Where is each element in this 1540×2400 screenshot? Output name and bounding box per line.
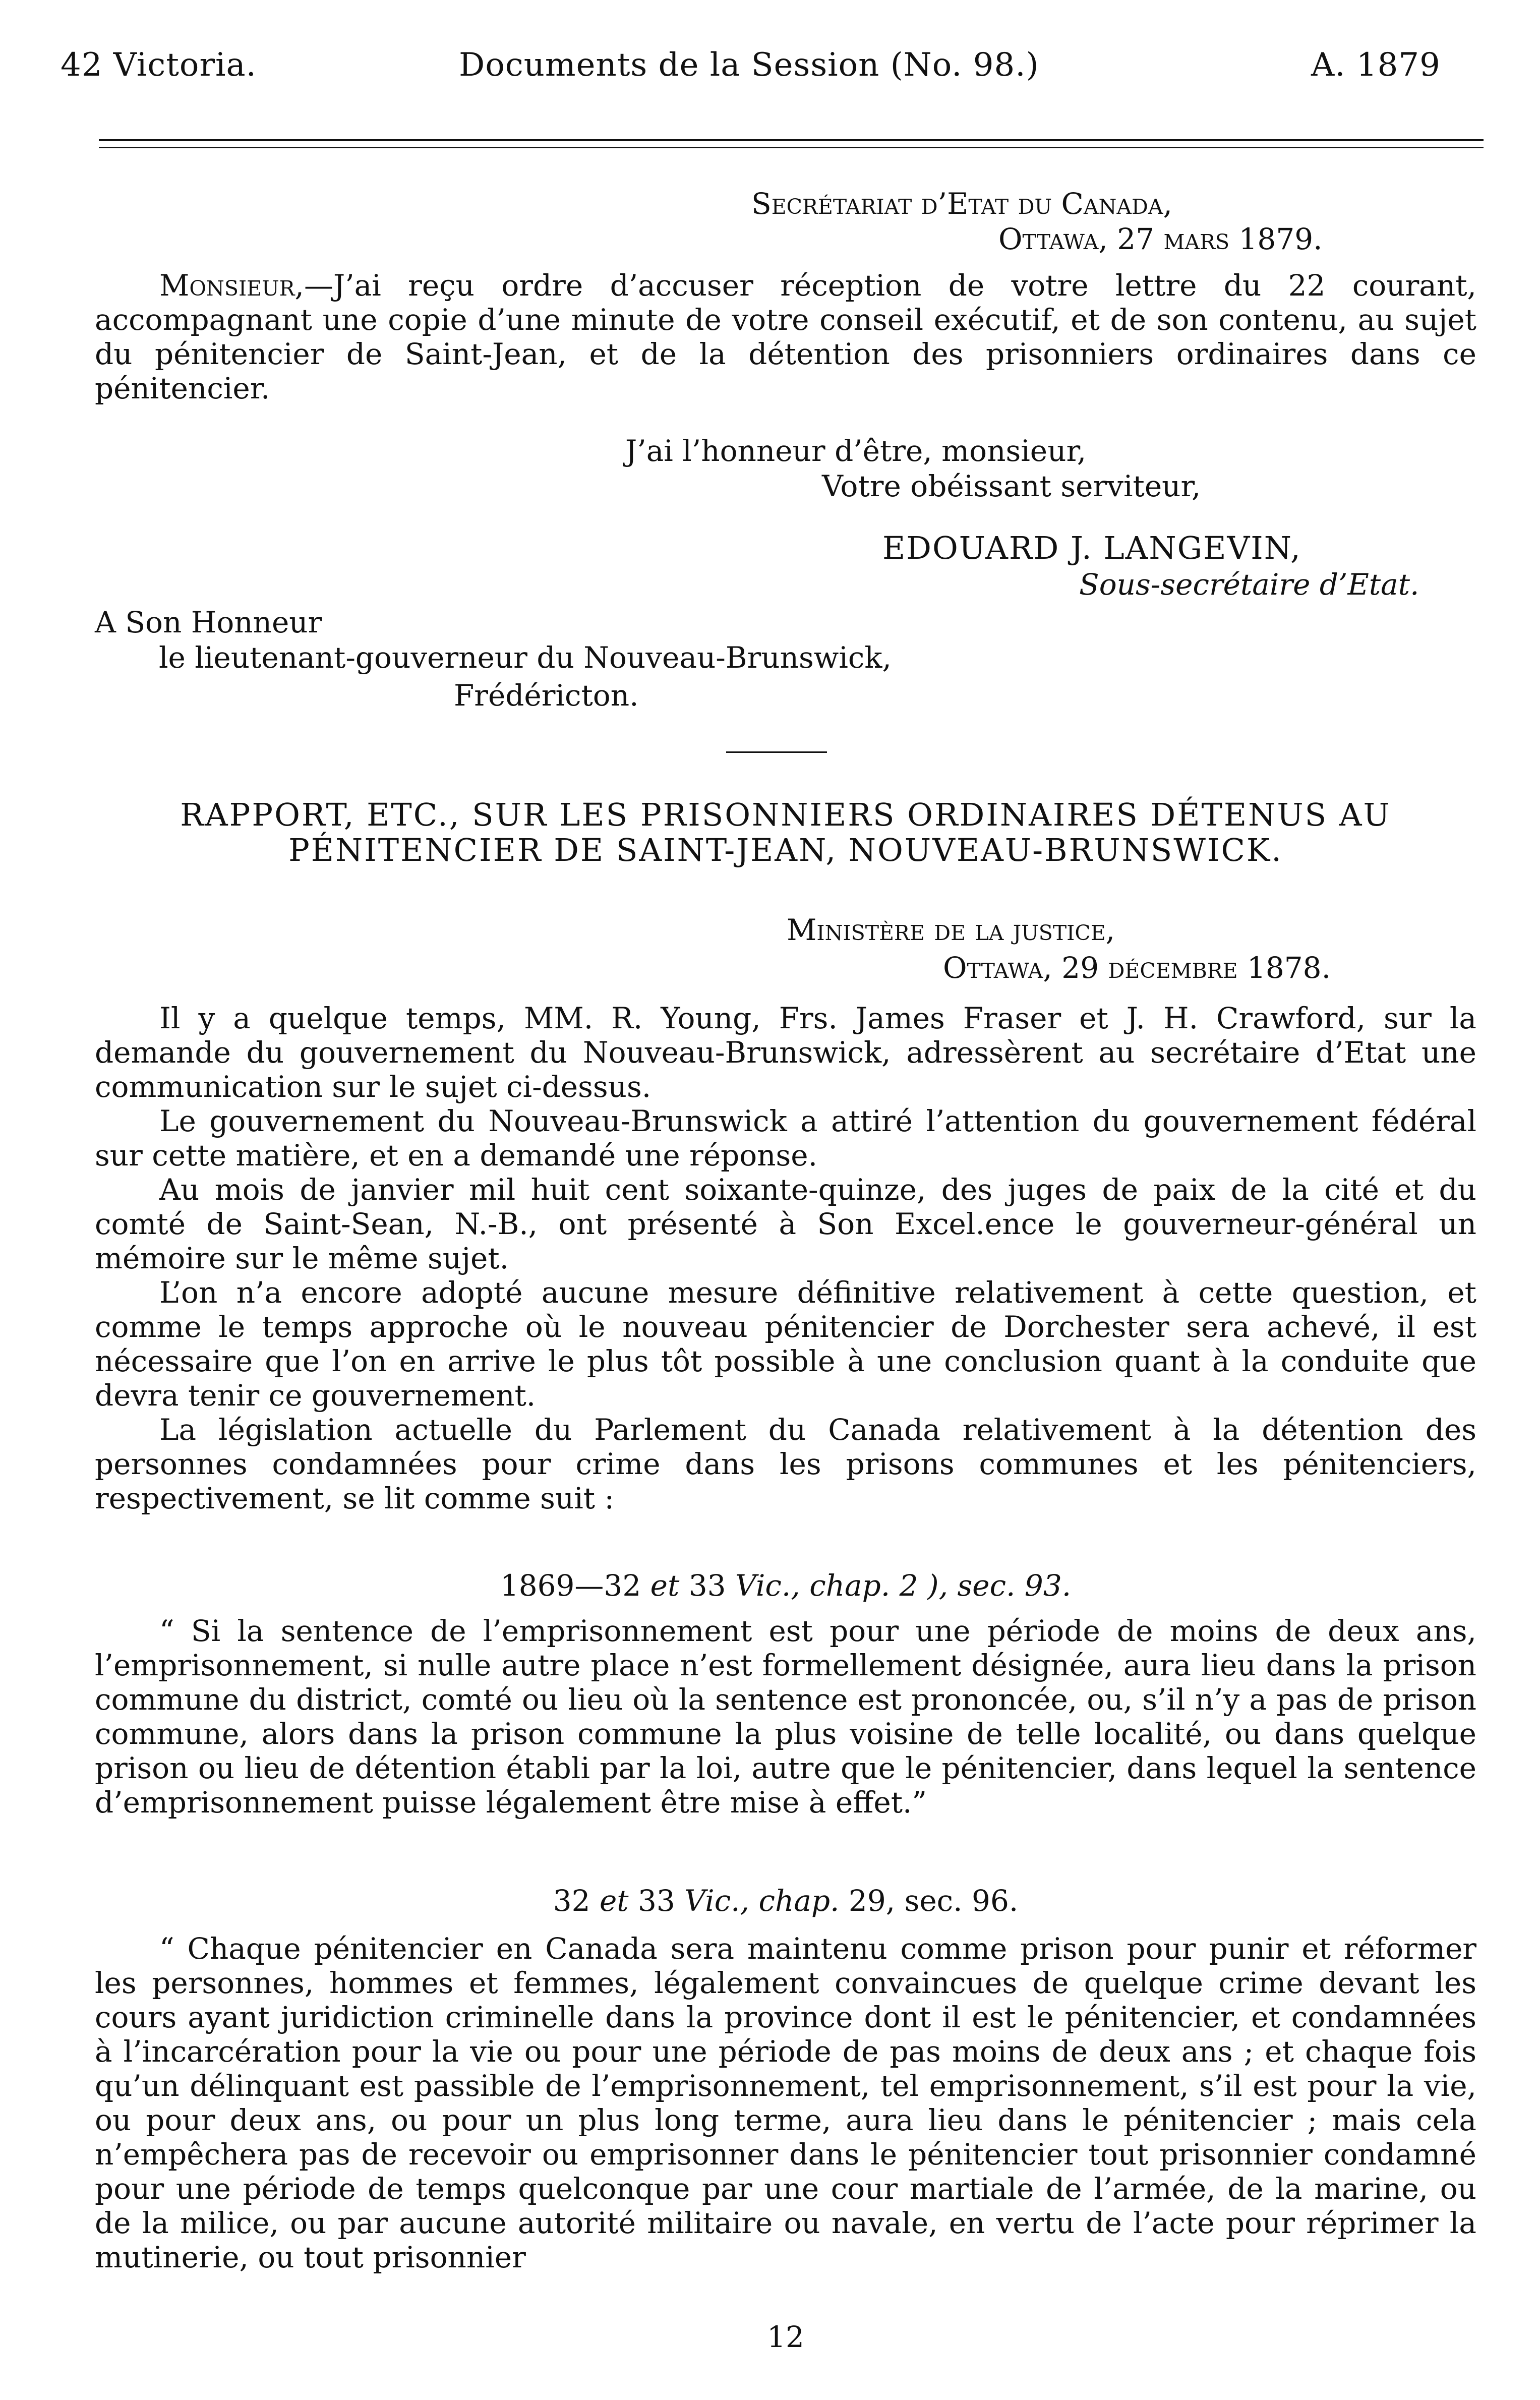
letter-closing-2: Votre obéissant serviteur, xyxy=(822,469,1201,503)
header-rule-top xyxy=(99,139,1484,141)
citation-2-vic: Vic., chap. xyxy=(684,1884,840,1918)
citation-2-et: et xyxy=(599,1884,629,1918)
report-paragraph: Il y a quelque temps, MM. R. Young, Frs. James Fraser et J. H. Crawford, sur la demande du gouvernement du Nouveau-Brunswick, adressèrent au secrétaire d’Etat une communication sur le sujet ci-dessus. xyxy=(95,1001,1476,1104)
header-rule-bottom xyxy=(99,147,1484,148)
quote-1: “ Si la sentence de l’emprisonnement est pour une période de moins de deux ans, l’emprisonnement, si nulle autre place n’est formellement désignée, aura lieu dans la prison commune du district, comté ou lieu où la sentence est prononcée, ou, s’il n’y a pas de prison commune, alors dans la prison commune la plus voisine de telle localité, ou dans quelque prison ou lieu de détention établi par la loi, autre que le pénitencier, dans lequel la sentence d’emprisonnement puisse légalement être mise à effet.” xyxy=(95,1614,1476,1820)
report-paragraph: La législation actuelle du Parlement du Canada relativement à la détention des personnes condamnées pour crime dans les prisons communes et les pénitenciers, respectivement, se lit comme suit : xyxy=(95,1413,1476,1515)
report-title-line-2: PÉNITENCIER DE SAINT-JEAN, NOUVEAU-BRUNSWICK. xyxy=(288,832,1283,868)
letter-office: Secrétariat d’Etat du Canada, xyxy=(751,187,1172,221)
page-number: 12 xyxy=(767,2320,804,2354)
report-body xyxy=(95,1001,1476,1515)
letter-paragraph-text: —J’ai reçu ordre d’accuser réception de votre lettre du 22 courant, accompagnant une copie d’une minute de votre conseil exécutif, et de son contenu, au sujet du pénitencier de Saint-Jean, et de la détention des prisonniers ordinaires dans ce pénitencier. xyxy=(95,268,1476,405)
report-paragraph: Le gouvernement du Nouveau-Brunswick a attiré l’attention du gouvernement fédéral sur cette matière, et en a demandé une réponse. xyxy=(95,1104,1476,1173)
citation-1-rest: 2 ), sec. 93. xyxy=(899,1568,1072,1603)
report-title-line-1: RAPPORT, ETC., SUR LES PRISONNIERS ORDINAIRES DÉTENUS AU xyxy=(180,796,1391,833)
report-paragraph: L’on n’a encore adopté aucune mesure définitive relativement à cette question, et comme le temps approche où le nouveau pénitencier de Dorchester sera achevé, il est nécessaire que l’on en arrive le plus tôt possible à une conclusion quant à la conduite que devra tenir ce gouvernement. xyxy=(95,1275,1476,1413)
citation-2-num: 33 xyxy=(638,1884,675,1918)
citation-2 xyxy=(95,1884,1476,1918)
citation-1 xyxy=(95,1568,1476,1603)
letter-closing-1: J’ai l’honneur d’être, monsieur, xyxy=(625,434,1087,468)
report-paragraph: Au mois de janvier mil huit cent soixante-quinze, des juges de paix de la cité et du comté de Saint-Sean, N.-B., ont présenté à Son Excel.ence le gouverneur-général un mémoire sur le même sujet. xyxy=(95,1173,1476,1275)
letter-address-3: Frédéricton. xyxy=(454,678,639,713)
letter-dateline: Ottawa, 27 mars 1879. xyxy=(998,222,1323,256)
letter-address-1: A Son Honneur xyxy=(95,605,322,639)
letter-salutation: Monsieur, xyxy=(159,268,304,303)
header-left: 42 Victoria. xyxy=(61,46,257,84)
citation-1-vic: Vic., chap. xyxy=(735,1568,891,1603)
quote-2-block xyxy=(95,1931,1476,2274)
section-divider xyxy=(726,751,827,753)
citation-1-et: et xyxy=(650,1568,680,1603)
citation-1-num: 33 xyxy=(688,1568,726,1603)
header-center: Documents de la Session (No. 98.) xyxy=(459,46,1039,84)
quote-1-block xyxy=(95,1614,1476,1820)
report-ministry: Ministère de la justice, xyxy=(787,913,1115,947)
citation-1-prefix: 1869—32 xyxy=(500,1568,641,1603)
letter-body xyxy=(95,268,1476,405)
report-dateline: Ottawa, 29 décembre 1878. xyxy=(943,951,1331,985)
letter-address-2: le lieutenant-gouverneur du Nouveau-Brunswick, xyxy=(159,640,892,675)
letter-signature-title: Sous-secrétaire d’Etat. xyxy=(1079,567,1419,602)
letter-signature: EDOUARD J. LANGEVIN, xyxy=(882,530,1301,566)
quote-2: “ Chaque pénitencier en Canada sera maintenu comme prison pour punir et réformer les personnes, hommes et femmes, légalement convaincues de quelque crime devant les cours ayant juridiction criminelle dans la province dont il est le pénitencier, et condamnées à l’incarcération pour la vie ou pour une période de pas moins de deux ans ; et chaque fois qu’un délinquant est passible de l’emprisonnement, tel emprisonnement, s’il est pour la vie, ou pour deux ans, ou pour un plus long terme, aura lieu dans le pénitencier ; mais cela n’empêchera pas de recevoir ou emprisonner dans le pénitencier tout prisonnier condamné pour une période de temps quelconque par une cour martiale de l’armée, de la marine, ou de la milice, ou par aucune autorité militaire ou navale, en vertu de l’acte pour réprimer la mutinerie, ou tout prisonnier xyxy=(95,1931,1476,2274)
header-right: A. 1879 xyxy=(1311,46,1441,84)
letter-paragraph xyxy=(95,268,1476,405)
citation-2-prefix: 32 xyxy=(553,1884,590,1918)
citation-2-rest: 29, sec. 96. xyxy=(848,1884,1019,1918)
